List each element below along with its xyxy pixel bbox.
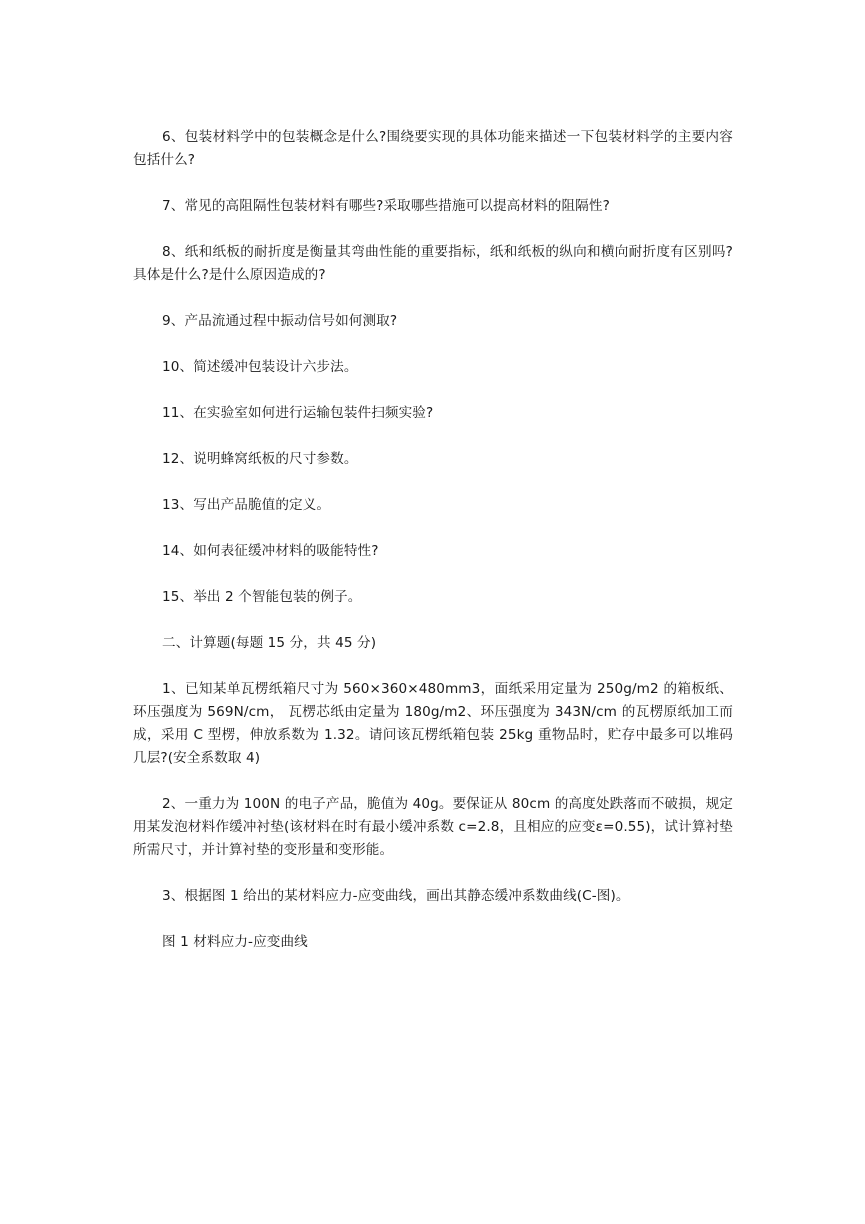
calc-question-1: 1、已知某单瓦楞纸箱尺寸为 560×360×480mm3，面纸采用定量为 250g/m2 的箱板纸、环压强度为 569N/cm， 瓦楞芯纸由定量为 180g/m2、环压强度为 343N/cm 的瓦楞原纸加工而成，采用 C 型楞，伸放系数为 1.32。请问该瓦楞纸箱包装 25kg 重物品时，贮存中最多可以堆码几层?(安全系数取 4) — [133, 681, 733, 766]
question-9: 9、产品流通过程中振动信号如何测取? — [162, 313, 398, 329]
calc-question-2: 2、一重力为 100N 的电子产品，脆值为 40g。要保证从 80cm 的高度处跌落而不破损，规定用某发泡材料作缓冲衬垫(该材料在时有最小缓冲系数 c=2.8，且相应的应变ε=0.55)，试计算衬垫所需尺寸，并计算衬垫的变形量和变形能。 — [133, 796, 733, 858]
question-15: 15、举出 2 个智能包装的例子。 — [162, 589, 362, 605]
question-14: 14、如何表征缓冲材料的吸能特性? — [162, 543, 379, 559]
question-7: 7、常见的高阻隔性包装材料有哪些?采取哪些措施可以提高材料的阻隔性? — [162, 198, 610, 214]
question-13: 13、写出产品脆值的定义。 — [162, 497, 331, 513]
question-6: 6、包装材料学中的包装概念是什么?围绕要实现的具体功能来描述一下包装材料学的主要内容包括什么? — [133, 129, 733, 168]
question-12: 12、说明蜂窝纸板的尺寸参数。 — [162, 451, 358, 467]
question-10: 10、简述缓冲包装设计六步法。 — [162, 359, 358, 375]
section-heading-calculation: 二、计算题(每题 15 分，共 45 分) — [162, 635, 377, 651]
document-body — [133, 126, 733, 977]
calc-question-3: 3、根据图 1 给出的某材料应力-应变曲线，画出其静态缓冲系数曲线(C-图)。 — [162, 888, 630, 904]
question-11: 11、在实验室如何进行运输包装件扫频实验? — [162, 405, 434, 421]
figure-caption: 图 1 材料应力-应变曲线 — [162, 934, 308, 950]
question-8: 8、纸和纸板的耐折度是衡量其弯曲性能的重要指标，纸和纸板的纵向和横向耐折度有区别吗?具体是什么?是什么原因造成的? — [133, 244, 733, 283]
